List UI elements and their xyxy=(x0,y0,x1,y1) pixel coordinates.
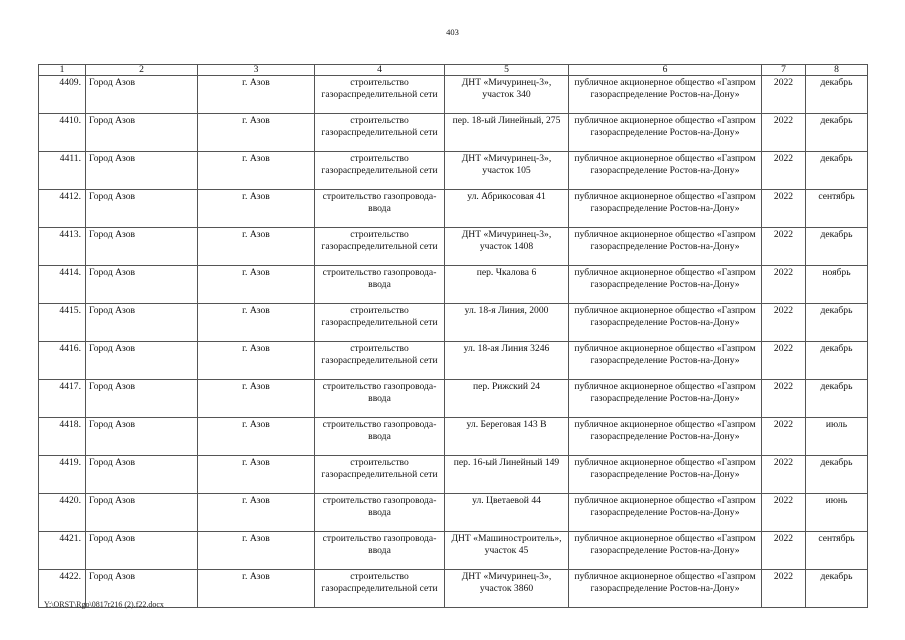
header-row xyxy=(39,65,868,76)
year-cell: 2022 xyxy=(762,532,806,570)
activity-cell: строительство газопровода-ввода xyxy=(315,532,445,570)
row-number-cell: 4416. xyxy=(39,342,86,380)
year-cell: 2022 xyxy=(762,304,806,342)
settlement-cell: г. Азов xyxy=(198,456,315,494)
table-row xyxy=(39,228,868,266)
year-cell: 2022 xyxy=(762,114,806,152)
address-cell: пер. 16-ый Линейный 149 xyxy=(445,456,569,494)
activity-cell: строительство газораспределительной сети xyxy=(315,114,445,152)
row-number-cell: 4417. xyxy=(39,380,86,418)
year-cell: 2022 xyxy=(762,570,806,608)
municipality-cell: Город Азов xyxy=(86,152,198,190)
organization-cell: публичное акционерное общество «Газпром газораспределение Ростов-на-Дону» xyxy=(569,570,762,608)
activity-cell: строительство газораспределительной сети xyxy=(315,456,445,494)
settlement-cell: г. Азов xyxy=(198,342,315,380)
settlement-cell: г. Азов xyxy=(198,532,315,570)
address-cell: ул. Цветаевой 44 xyxy=(445,494,569,532)
organization-cell: публичное акционерное общество «Газпром газораспределение Ростов-на-Дону» xyxy=(569,532,762,570)
row-number-cell: 4421. xyxy=(39,532,86,570)
activity-cell: строительство газопровода-ввода xyxy=(315,494,445,532)
settlement-cell: г. Азов xyxy=(198,190,315,228)
organization-cell: публичное акционерное общество «Газпром газораспределение Ростов-на-Дону» xyxy=(569,190,762,228)
table-row xyxy=(39,532,868,570)
table-row xyxy=(39,418,868,456)
table-row xyxy=(39,304,868,342)
address-cell: пер. Рижский 24 xyxy=(445,380,569,418)
municipality-cell: Город Азов xyxy=(86,304,198,342)
municipality-cell: Город Азов xyxy=(86,494,198,532)
organization-cell: публичное акционерное общество «Газпром газораспределение Ростов-на-Дону» xyxy=(569,152,762,190)
activity-cell: строительство газопровода-ввода xyxy=(315,266,445,304)
header-cell: 2 xyxy=(86,65,198,76)
table-row xyxy=(39,342,868,380)
table-row xyxy=(39,76,868,114)
year-cell: 2022 xyxy=(762,494,806,532)
year-cell: 2022 xyxy=(762,76,806,114)
table-row xyxy=(39,152,868,190)
header-cell: 5 xyxy=(445,65,569,76)
address-cell: пер. 18-ый Линейный, 275 xyxy=(445,114,569,152)
organization-cell: публичное акционерное общество «Газпром газораспределение Ростов-на-Дону» xyxy=(569,304,762,342)
settlement-cell: г. Азов xyxy=(198,266,315,304)
settlement-cell: г. Азов xyxy=(198,418,315,456)
organization-cell: публичное акционерное общество «Газпром газораспределение Ростов-на-Дону» xyxy=(569,380,762,418)
year-cell: 2022 xyxy=(762,456,806,494)
activity-cell: строительство газопровода-ввода xyxy=(315,190,445,228)
year-cell: 2022 xyxy=(762,266,806,304)
month-cell: декабрь xyxy=(806,228,868,266)
municipality-cell: Город Азов xyxy=(86,190,198,228)
page-number: 403 xyxy=(446,27,459,37)
address-cell: ул. Береговая 143 В xyxy=(445,418,569,456)
month-cell: декабрь xyxy=(806,152,868,190)
month-cell: сентябрь xyxy=(806,190,868,228)
month-cell: ноябрь xyxy=(806,266,868,304)
row-number-cell: 4412. xyxy=(39,190,86,228)
municipality-cell: Город Азов xyxy=(86,266,198,304)
header-cell: 8 xyxy=(806,65,868,76)
municipality-cell: Город Азов xyxy=(86,456,198,494)
row-number-cell: 4419. xyxy=(39,456,86,494)
data-table xyxy=(38,64,868,608)
address-cell: ДНТ «Машиностроитель», участок 45 xyxy=(445,532,569,570)
organization-cell: публичное акционерное общество «Газпром газораспределение Ростов-на-Дону» xyxy=(569,418,762,456)
activity-cell: строительство газораспределительной сети xyxy=(315,76,445,114)
header-cell: 3 xyxy=(198,65,315,76)
municipality-cell: Город Азов xyxy=(86,228,198,266)
table-row xyxy=(39,456,868,494)
header-cell: 1 xyxy=(39,65,86,76)
year-cell: 2022 xyxy=(762,228,806,266)
month-cell: декабрь xyxy=(806,380,868,418)
settlement-cell: г. Азов xyxy=(198,114,315,152)
year-cell: 2022 xyxy=(762,190,806,228)
municipality-cell: Город Азов xyxy=(86,418,198,456)
organization-cell: публичное акционерное общество «Газпром газораспределение Ростов-на-Дону» xyxy=(569,228,762,266)
organization-cell: публичное акционерное общество «Газпром газораспределение Ростов-на-Дону» xyxy=(569,494,762,532)
address-cell: ул. 18-ая Линия 3246 xyxy=(445,342,569,380)
settlement-cell: г. Азов xyxy=(198,570,315,608)
row-number-cell: 4420. xyxy=(39,494,86,532)
address-cell: ДНТ «Мичуринец-3», участок 1408 xyxy=(445,228,569,266)
settlement-cell: г. Азов xyxy=(198,380,315,418)
month-cell: сентябрь xyxy=(806,532,868,570)
municipality-cell: Город Азов xyxy=(86,380,198,418)
table-row xyxy=(39,190,868,228)
table-row xyxy=(39,266,868,304)
organization-cell: публичное акционерное общество «Газпром газораспределение Ростов-на-Дону» xyxy=(569,456,762,494)
address-cell: ул. Абрикосовая 41 xyxy=(445,190,569,228)
row-number-cell: 4413. xyxy=(39,228,86,266)
activity-cell: строительство газораспределительной сети xyxy=(315,152,445,190)
year-cell: 2022 xyxy=(762,342,806,380)
municipality-cell: Город Азов xyxy=(86,114,198,152)
row-number-cell: 4418. xyxy=(39,418,86,456)
row-number-cell: 4409. xyxy=(39,76,86,114)
settlement-cell: г. Азов xyxy=(198,304,315,342)
file-path-footer: Y:\ORST\Rgo\0817r216 (2).f22.docx xyxy=(44,600,164,609)
activity-cell: строительство газопровода-ввода xyxy=(315,380,445,418)
address-cell: ДНТ «Мичуринец-3», участок 105 xyxy=(445,152,569,190)
month-cell: декабрь xyxy=(806,342,868,380)
year-cell: 2022 xyxy=(762,380,806,418)
address-cell: ДНТ «Мичуринец-3», участок 340 xyxy=(445,76,569,114)
organization-cell: публичное акционерное общество «Газпром газораспределение Ростов-на-Дону» xyxy=(569,266,762,304)
header-cell: 7 xyxy=(762,65,806,76)
row-number-cell: 4415. xyxy=(39,304,86,342)
month-cell: июнь xyxy=(806,494,868,532)
activity-cell: строительство газораспределительной сети xyxy=(315,570,445,608)
settlement-cell: г. Азов xyxy=(198,76,315,114)
row-number-cell: 4411. xyxy=(39,152,86,190)
organization-cell: публичное акционерное общество «Газпром газораспределение Ростов-на-Дону» xyxy=(569,114,762,152)
address-cell: ул. 18-я Линия, 2000 xyxy=(445,304,569,342)
month-cell: декабрь xyxy=(806,304,868,342)
row-number-cell: 4410. xyxy=(39,114,86,152)
table-row xyxy=(39,494,868,532)
activity-cell: строительство газораспределительной сети xyxy=(315,342,445,380)
header-cell: 4 xyxy=(315,65,445,76)
municipality-cell: Город Азов xyxy=(86,342,198,380)
settlement-cell: г. Азов xyxy=(198,152,315,190)
settlement-cell: г. Азов xyxy=(198,494,315,532)
year-cell: 2022 xyxy=(762,418,806,456)
activity-cell: строительство газопровода-ввода xyxy=(315,418,445,456)
address-cell: ДНТ «Мичуринец-3», участок 3860 xyxy=(445,570,569,608)
month-cell: декабрь xyxy=(806,570,868,608)
settlement-cell: г. Азов xyxy=(198,228,315,266)
municipality-cell: Город Азов xyxy=(86,76,198,114)
month-cell: декабрь xyxy=(806,114,868,152)
municipality-cell: Город Азов xyxy=(86,532,198,570)
activity-cell: строительство газораспределительной сети xyxy=(315,228,445,266)
row-number-cell: 4414. xyxy=(39,266,86,304)
table-row xyxy=(39,114,868,152)
organization-cell: публичное акционерное общество «Газпром газораспределение Ростов-на-Дону» xyxy=(569,342,762,380)
table-row xyxy=(39,380,868,418)
organization-cell: публичное акционерное общество «Газпром газораспределение Ростов-на-Дону» xyxy=(569,76,762,114)
row-number-cell: 4422. xyxy=(39,570,86,608)
month-cell: декабрь xyxy=(806,76,868,114)
municipality-cell: Город Азов xyxy=(86,570,198,608)
activity-cell: строительство газораспределительной сети xyxy=(315,304,445,342)
month-cell: декабрь xyxy=(806,456,868,494)
header-cell: 6 xyxy=(569,65,762,76)
month-cell: июль xyxy=(806,418,868,456)
year-cell: 2022 xyxy=(762,152,806,190)
address-cell: пер. Чкалова 6 xyxy=(445,266,569,304)
